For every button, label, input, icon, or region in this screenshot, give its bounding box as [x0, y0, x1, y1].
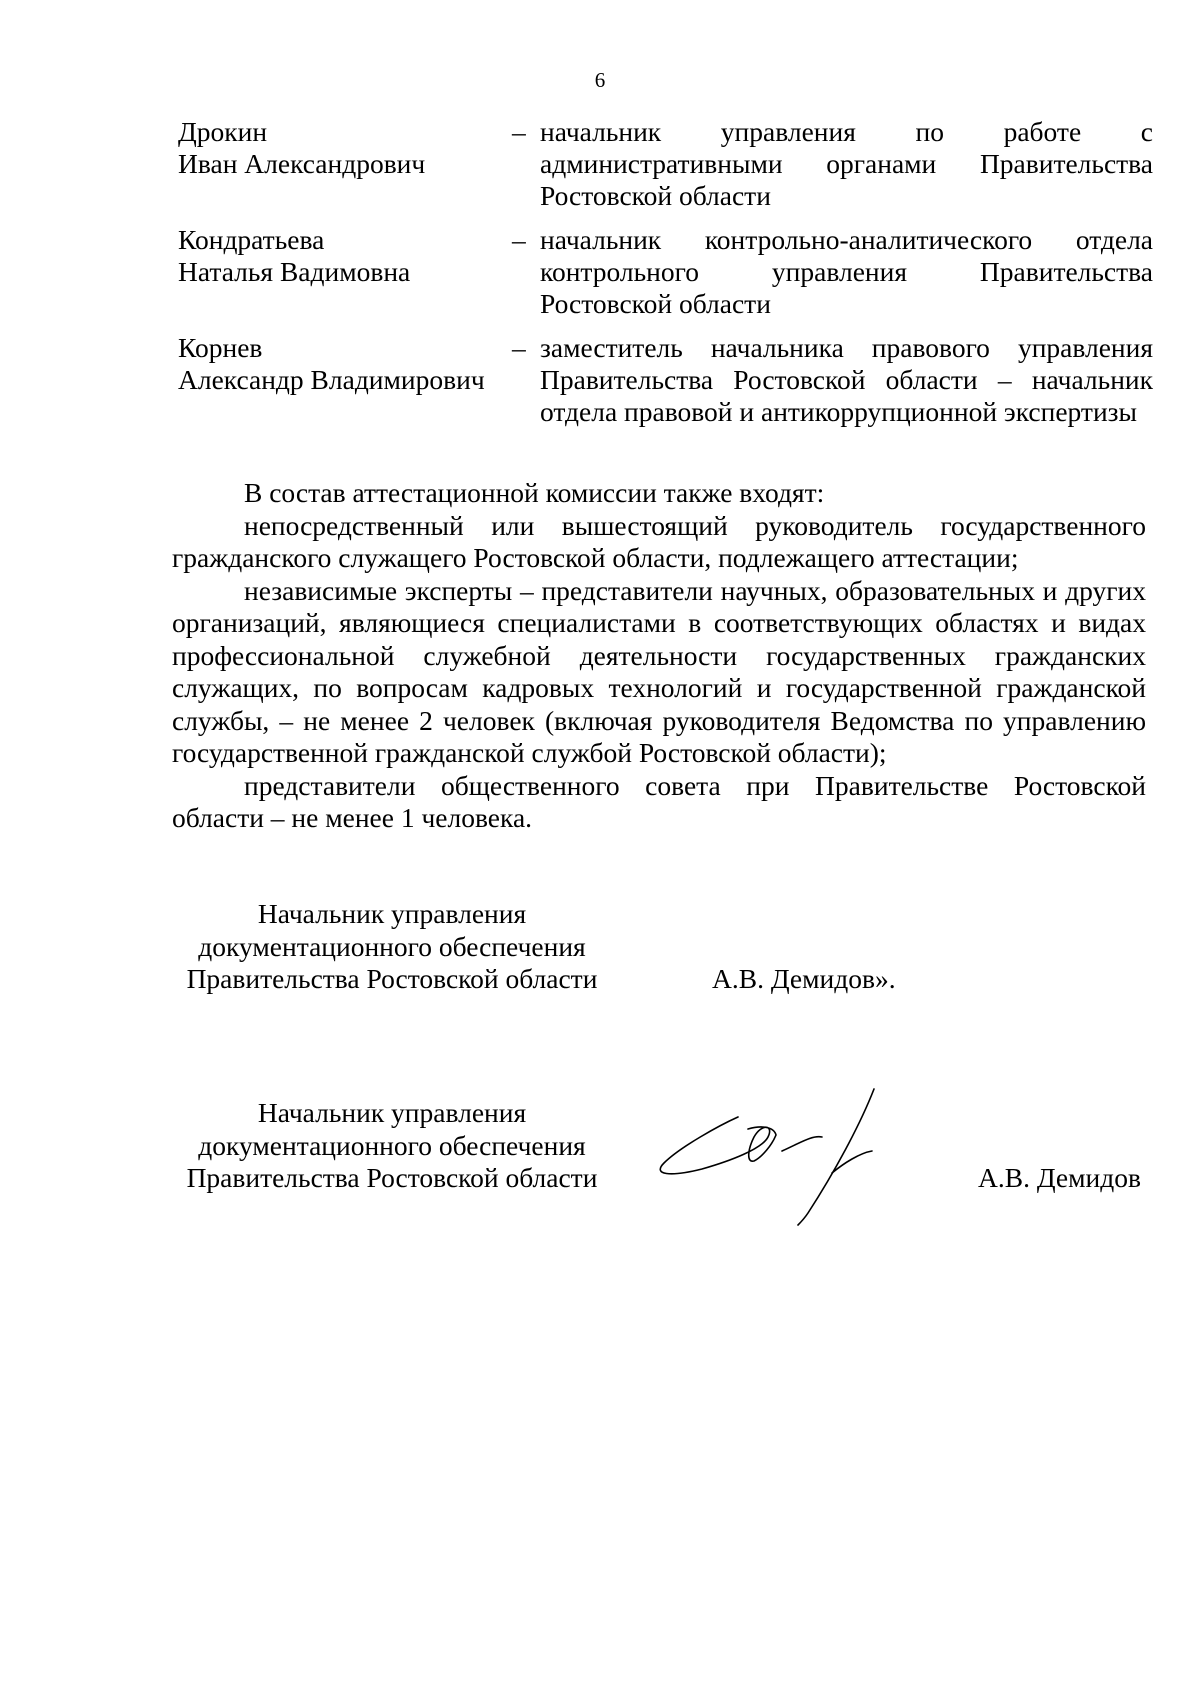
member-name: Дрокин Иван Александрович — [178, 116, 426, 179]
paragraph: независимые эксперты – представители научных, образовательных и других организаций, являющиеся специалистами в соответствующих областях и видах профессиональной служебной деятельности государственных гражданских служащих, по вопросам кадровых технологий и государственной гражданской службы, – не менее 2 человек (включая руководителя Ведомства по управлению государственной гражданской службой Ростовской области); — [172, 574, 1146, 768]
member-dash: – — [512, 116, 526, 147]
member-role: начальник контрольно-аналитического отдела контрольного управления Правительства Ростовской области — [540, 224, 1153, 319]
signature-title-line: документационного обеспечения — [198, 1129, 586, 1161]
paragraph: непосредственный или вышестоящий руководитель государственного гражданского служащего Ростовской области, подлежащего аттестации; — [172, 509, 1146, 573]
member-dash: – — [512, 332, 526, 363]
handwritten-signature — [650, 1085, 950, 1250]
signature-title-line: Начальник управления — [257, 898, 527, 929]
paragraph: В состав аттестационной комиссии также входят: — [244, 477, 825, 508]
page-number: 6 — [594, 68, 606, 92]
member-dash: – — [512, 224, 526, 255]
member-role: начальник управления по работе с административными органами Правительства Ростовской области — [540, 116, 1153, 211]
signature-title-line: Правительства Ростовской области — [186, 1162, 598, 1193]
signatory-name: А.В. Демидов». — [712, 963, 896, 994]
signature-title-line: Правительства Ростовской области — [186, 963, 598, 994]
commission-members-list — [0, 116, 1200, 436]
signatory-name: А.В. Демидов — [978, 1162, 1141, 1193]
commission-composition-text — [172, 477, 1146, 835]
member-name: Кондратьева Наталья Вадимовна — [178, 224, 411, 287]
signature-title-line: Начальник управления — [257, 1097, 527, 1128]
member-entry — [0, 116, 1200, 220]
member-role: заместитель начальника правового управления Правительства Ростовской области – начальник отдела правовой и антикоррупционной экспертизы — [540, 332, 1153, 427]
member-entry — [0, 332, 1200, 436]
paragraph: представители общественного совета при Правительстве Ростовской области – не менее 1 человека. — [172, 769, 1146, 833]
member-entry — [0, 224, 1200, 328]
signature-title-line: документационного обеспечения — [198, 930, 586, 962]
signature-block-title — [172, 1097, 612, 1195]
member-name: Корнев Александр Владимирович — [178, 332, 485, 395]
signature-block-title — [172, 898, 612, 996]
